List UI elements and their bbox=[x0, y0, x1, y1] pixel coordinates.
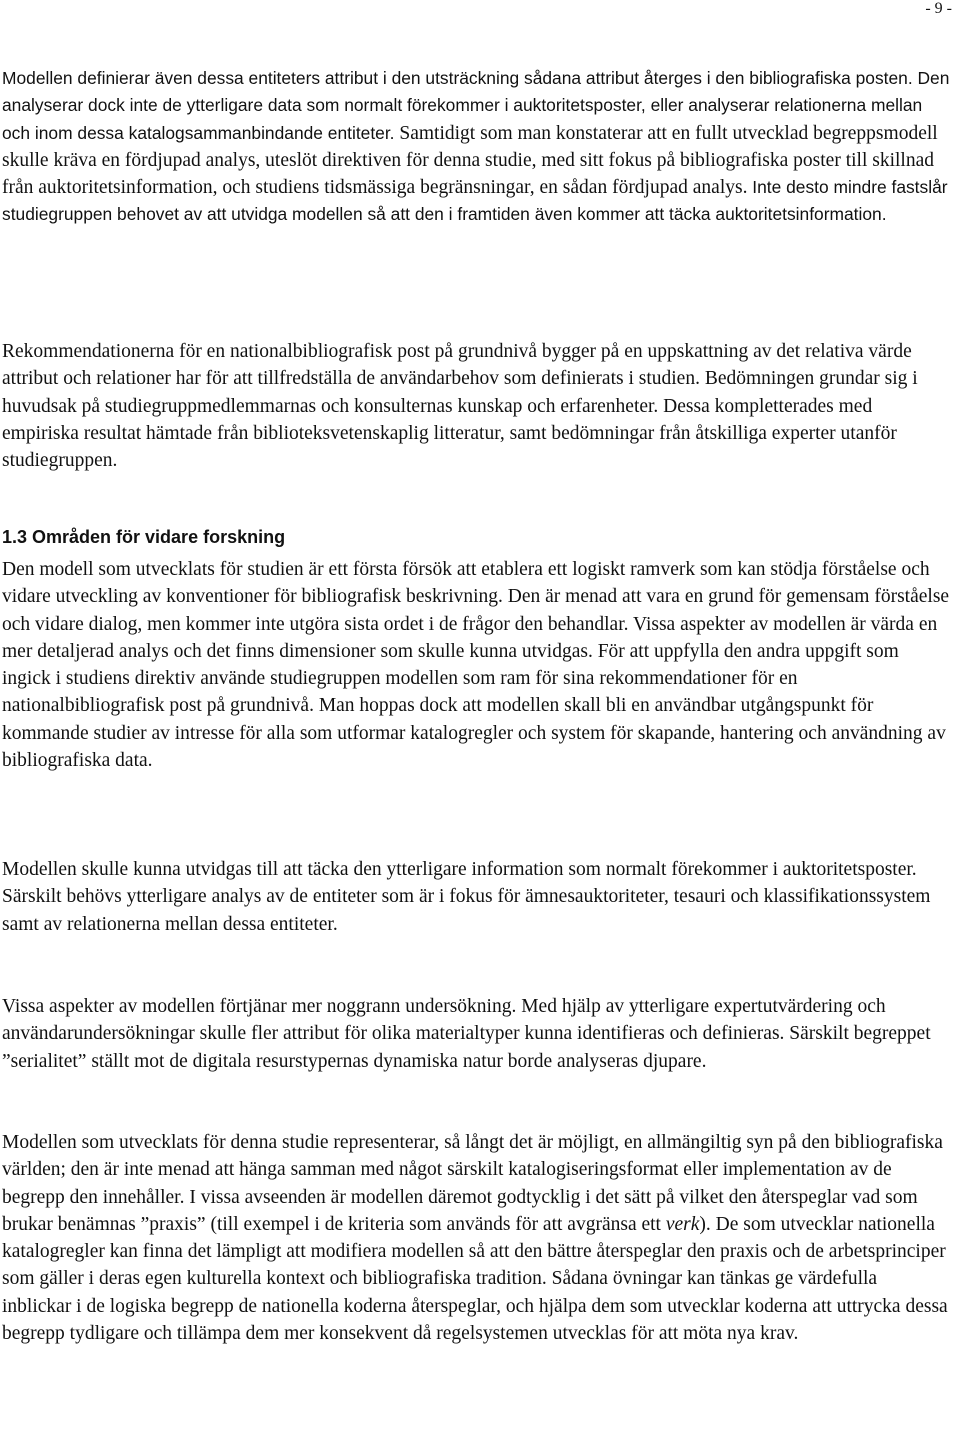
paragraph-2: Rekommendationerna för en nationalbibliografisk post på grundnivå bygger på en uppskattning av det relativa värde attribut och relationer har för att tillfredställa de användarbehov som definierats i studien. Bedömningen grundar sig i huvudsak på studiegruppmedlemmarnas och konsulternas kunskap och erfarenheter. Dessa kompletterades med empiriska resultat hämtade från biblioteksvetenskaplig litteratur, samt bedömningar från åtskilliga experter utanför studiegruppen. bbox=[2, 341, 918, 472]
paragraph-1-part-c: Inte desto mindre fastslår studiegruppen behovet av att utvidga modellen så att den i framtiden även kommer att täcka auktoritetsinformation. bbox=[2, 177, 948, 225]
paragraph-1-part-a: Modellen definierar även dessa entiteters attribut i den utsträckning sådana attribut återges i den bibliografiska posten. Den analyserar dock inte de ytterligare data som normalt förekommer i auktoritetsposter, eller analyserar relationerna mellan och inom dessa katalogsammanbindande entiteter. bbox=[2, 68, 950, 143]
paragraph-1 bbox=[2, 65, 950, 229]
section-heading: 1.3 Områden för vidare forskning bbox=[2, 527, 286, 547]
paragraph-6-part-e: De som utvecklar nationella katalogregler kan finna det lämpligt att modifiera modellen så att den bättre återspeglar den praxis och de arbetsprinciper som gäller i deras egen kulturella kontext och bibliografiska tradition. bbox=[2, 1213, 946, 1290]
paragraph-6-italic-term: verk bbox=[665, 1213, 700, 1235]
paragraph-6-part-a: Modellen som utvecklats för denna studie representerar, så långt det är möjligt, en allmängiltig syn på den bibliografiska världen; den är inte menad att hänga samman med något särskilt katalogiseringsformat eller implementation av de begrepp den innehåller. bbox=[2, 1132, 943, 1208]
paragraph-6 bbox=[2, 1129, 950, 1347]
page-number: - 9 - bbox=[925, 0, 952, 17]
paragraph-3: Den modell som utvecklats för studien är ett första försök att etablera ett logiskt ramverk som kan stödja förståelse och vidare utveckling av konventioner för bibliografisk beskrivning. Den är menad att vara en grund för gemensam förståelse och vidare dialog, men kommer inte utgöra sista ordet i de frågor den behandlar. Vissa aspekter av modellen är värda en mer detaljerad analys och det finns dimensioner som skulle kunna utvidgas. För att uppfylla den andra uppgift som ingick i studiens direktiv använde studiegruppen modellen som ram för sina rekommendationer för en nationalbibliografisk post på grundnivå. Man hoppas dock att modellen skall bli en användbar utgångspunkt för kommande studier av intresse för alla som utformar katalogregler och system för skapande, hantering och användning av bibliografiska data. bbox=[2, 559, 950, 772]
paragraph-6-part-f: Sådana övningar kan tänkas ge värdefulla inblickar i de logiska begrepp de nationella koderna återspeglar, och hjälpa dem som utvecklar koderna att uttrycka dessa begrepp tydligare och tillämpa dem mer konsekvent då regelsystemen utvecklas för att möta nya krav. bbox=[2, 1268, 948, 1345]
paragraph-5: Vissa aspekter av modellen förtjänar mer noggrann undersökning. Med hjälp av ytterligare expertutvärdering och användarundersökningar skulle fler attribut för olika materialtyper kunna identifieras och definieras. Särskilt begreppet ”serialitet” ställt mot de digitala resurstypernas dynamiska natur borde analyseras djupare. bbox=[2, 996, 931, 1072]
paragraph-4: Modellen skulle kunna utvidgas till att täcka den ytterligare information som normalt förekommer i auktoritetsposter. Särskilt behövs ytterligare analys av de entiteter som är i fokus för ämnesauktoriteter, tesauri och klassifikationssystem samt av relationerna mellan dessa entiteter. bbox=[2, 859, 931, 935]
paragraph-1-part-b: Samtidigt som man konstaterar att en fullt utvecklad begreppsmodell skulle kräva en fördjupad analys, uteslöt direktiven för denna studie, med sitt fokus på bibliografiska poster till skillnad från auktoritetsinformation, och studiens tidsmässiga begränsningar, en sådan fördjupad analys. bbox=[2, 122, 938, 199]
paragraph-6-part-b: I vissa avseenden är modellen däremot godtycklig i det sätt på vilket den återspeglar vad som brukar benämnas ”praxis” (till exempel i de kriteria som används för att avgränsa ett bbox=[2, 1186, 918, 1235]
paragraph-6-part-d: ). bbox=[699, 1213, 711, 1235]
